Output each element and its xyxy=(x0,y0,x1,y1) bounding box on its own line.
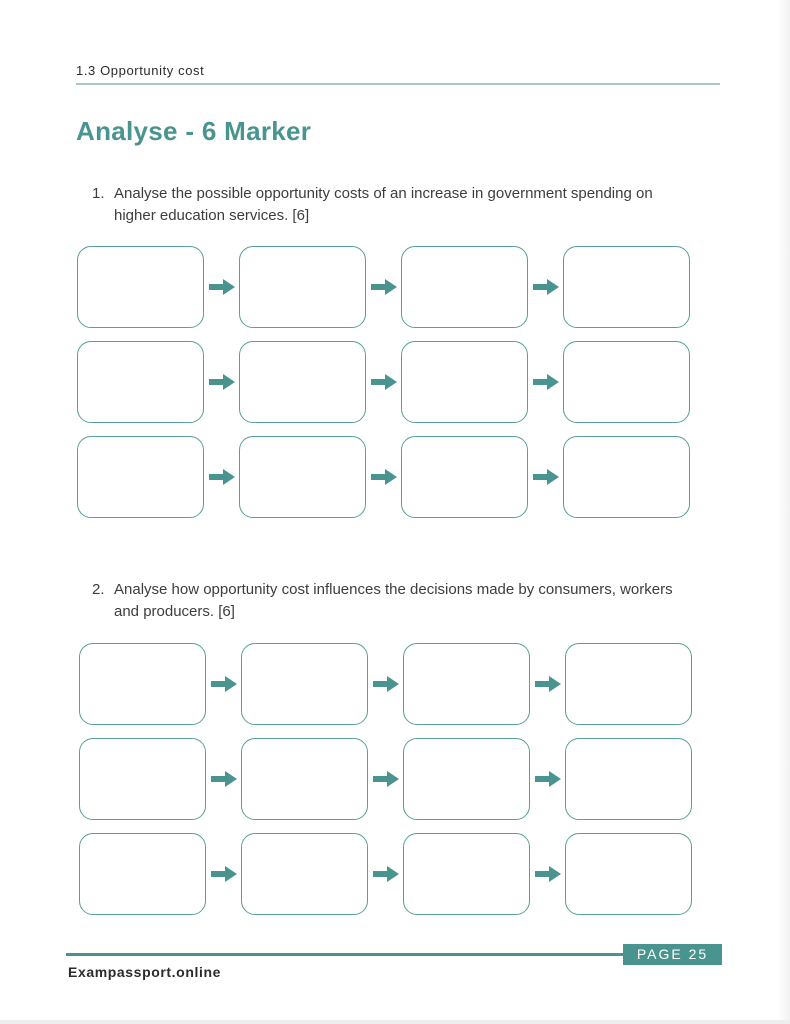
question-number: 2. xyxy=(92,581,105,598)
right-arrow-icon xyxy=(528,436,563,518)
answer-row xyxy=(77,436,690,518)
answer-box[interactable] xyxy=(565,738,692,820)
answer-box[interactable] xyxy=(77,246,204,328)
answer-row xyxy=(79,833,692,915)
answer-box[interactable] xyxy=(401,246,528,328)
right-arrow-icon xyxy=(204,246,239,328)
question-text: Analyse how opportunity cost influences the decisions made by consumers, workers and producers. [6] xyxy=(114,581,673,620)
right-arrow-icon xyxy=(204,341,239,423)
right-arrow-icon xyxy=(528,246,563,328)
answer-box[interactable] xyxy=(403,643,530,725)
answer-box[interactable] xyxy=(241,738,368,820)
right-arrow-icon xyxy=(530,738,565,820)
right-arrow-icon xyxy=(366,436,401,518)
running-head: 1.3 Opportunity cost xyxy=(76,63,205,78)
answer-box[interactable] xyxy=(403,738,530,820)
right-arrow-icon xyxy=(366,246,401,328)
right-arrow-icon xyxy=(368,643,403,725)
section-title: Analyse - 6 Marker xyxy=(76,116,312,146)
answer-box[interactable] xyxy=(403,833,530,915)
question-1 xyxy=(92,183,692,227)
answer-box[interactable] xyxy=(241,643,368,725)
answer-box[interactable] xyxy=(241,833,368,915)
answer-box[interactable] xyxy=(563,341,690,423)
right-arrow-icon xyxy=(206,643,241,725)
answer-row xyxy=(77,341,690,423)
page-number-tab: PAGE 25 xyxy=(623,944,722,965)
answer-box[interactable] xyxy=(77,341,204,423)
answer-box[interactable] xyxy=(77,436,204,518)
answer-box[interactable] xyxy=(79,833,206,915)
right-arrow-icon xyxy=(366,341,401,423)
answer-box[interactable] xyxy=(563,436,690,518)
answer-box[interactable] xyxy=(563,246,690,328)
question-2 xyxy=(92,579,692,623)
right-arrow-icon xyxy=(530,833,565,915)
answer-grid-1 xyxy=(77,246,690,531)
answer-box[interactable] xyxy=(401,436,528,518)
answer-row xyxy=(79,643,692,725)
question-number: 1. xyxy=(92,185,105,202)
right-arrow-icon xyxy=(204,436,239,518)
answer-box[interactable] xyxy=(239,246,366,328)
answer-box[interactable] xyxy=(79,643,206,725)
answer-row xyxy=(77,246,690,328)
right-arrow-icon xyxy=(530,643,565,725)
right-arrow-icon xyxy=(368,738,403,820)
right-arrow-icon xyxy=(206,833,241,915)
answer-box[interactable] xyxy=(79,738,206,820)
answer-row xyxy=(79,738,692,820)
page-bottom-edge xyxy=(0,1020,790,1024)
answer-grid-2 xyxy=(79,643,692,928)
right-arrow-icon xyxy=(206,738,241,820)
page-edge-shadow xyxy=(778,0,790,1024)
footer-site: Exampassport.online xyxy=(68,964,221,980)
answer-box[interactable] xyxy=(401,341,528,423)
answer-box[interactable] xyxy=(565,643,692,725)
header-rule xyxy=(76,83,720,85)
question-text: Analyse the possible opportunity costs of an increase in government spending on higher education services. [6] xyxy=(114,185,653,224)
answer-box[interactable] xyxy=(565,833,692,915)
right-arrow-icon xyxy=(528,341,563,423)
answer-box[interactable] xyxy=(239,341,366,423)
footer-rule xyxy=(66,953,626,956)
answer-box[interactable] xyxy=(239,436,366,518)
right-arrow-icon xyxy=(368,833,403,915)
